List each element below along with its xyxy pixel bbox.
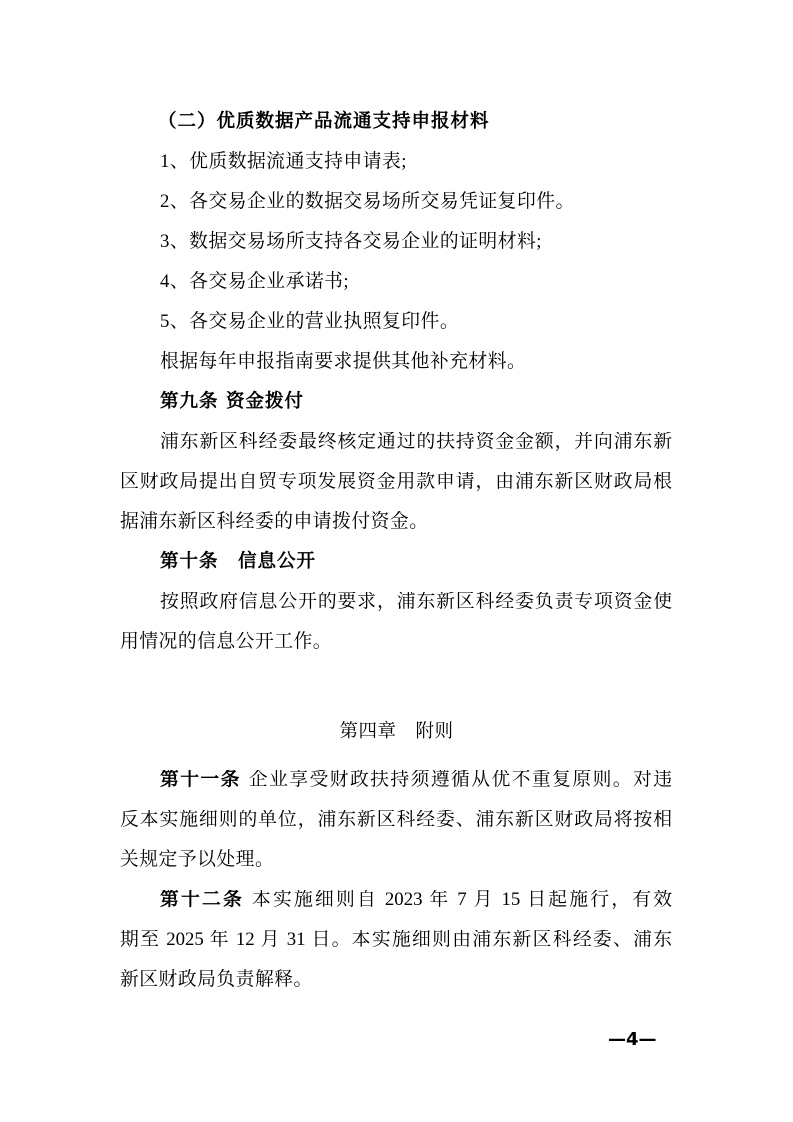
paragraph-line [160, 770, 672, 790]
paragraph-line: 区财政局提出自贸专项发展资金用款申请，由浦东新区财政局根 [120, 472, 672, 492]
paragraph-line: 反本实施细则的单位，浦东新区科经委、浦东新区财政局将按相 [120, 810, 672, 830]
paragraph-line: 按照政府信息公开的要求，浦东新区科经委负责专项资金使 [160, 592, 672, 612]
article-title: 第十条 信息公开 [160, 551, 317, 572]
material-item: 2、各交易企业的数据交易场所交易凭证复印件。 [160, 191, 575, 212]
article-label: 第十二条 [160, 890, 244, 910]
paragraph-line: 新区财政局负责解释。 [120, 969, 313, 990]
material-item: 1、优质数据流通支持申请表; [160, 151, 407, 172]
paragraph-line: 用情况的信息公开工作。 [120, 631, 333, 652]
paragraph-line: 浦东新区科经委最终核定通过的扶持资金金额，并向浦东新 [160, 432, 672, 452]
page-number: —4— [608, 1029, 657, 1050]
article-title: 第九条 资金拨付 [160, 391, 304, 412]
material-item: 5、各交易企业的营业执照复印件。 [160, 311, 460, 332]
paragraph-line [160, 890, 672, 910]
paragraph-line: 据浦东新区科经委的申请拨付资金。 [120, 511, 429, 532]
chapter-title: 第四章 附则 [339, 721, 454, 742]
paragraph-text: 本实施细则自 2023 年 7 月 15 日起施行，有效 [252, 890, 672, 910]
paragraph-line: 关规定予以处理。 [120, 849, 275, 870]
material-item: 3、数据交易场所支持各交易企业的证明材料; [160, 231, 542, 252]
material-note: 根据每年申报指南要求提供其他补充材料。 [160, 351, 527, 372]
article-label: 第十一条 [160, 770, 241, 790]
paragraph-text: 企业享受财政扶持须遵循从优不重复原则。对违 [248, 770, 672, 790]
material-item: 4、各交易企业承诺书; [160, 271, 350, 292]
paragraph-line: 期至 2025 年 12 月 31 日。本实施细则由浦东新区科经委、浦东 [120, 930, 672, 950]
section-heading: （二）优质数据产品流通支持申报材料 [158, 111, 490, 132]
